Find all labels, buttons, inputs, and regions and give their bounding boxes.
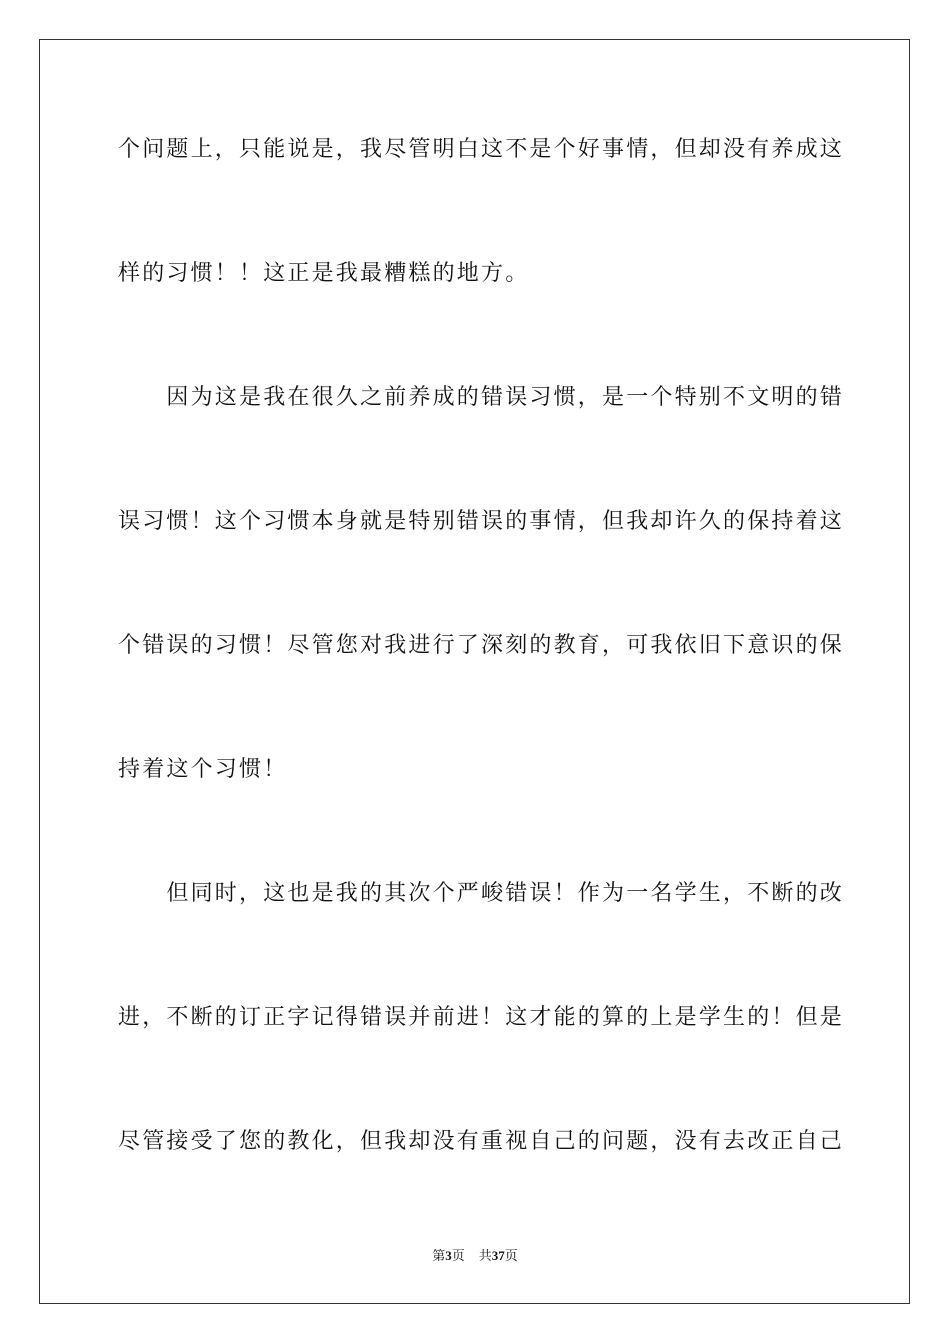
text-line-1: 个问题上，只能说是，我尽管明白这不是个好事情，但却没有养成这 — [118, 137, 845, 162]
text-line-4: 误习惯！这个习惯本身就是特别错误的事情，但我却许久的保持着这 — [118, 509, 845, 534]
text-line-3: 因为这是我在很久之前养成的错误习惯，是一个特别不文明的错 — [118, 385, 845, 410]
page-border — [39, 39, 910, 1304]
page-footer — [0, 1247, 950, 1266]
total-pages: 37 — [491, 1248, 505, 1263]
text-line-7: 但同时，这也是我的其次个严峻错误！作为一名学生，不断的改 — [118, 881, 845, 906]
total-suffix: 页 — [504, 1249, 518, 1264]
page-prefix: 第 — [432, 1249, 446, 1264]
text-line-5: 个错误的习惯！尽管您对我进行了深刻的教育，可我依旧下意识的保 — [118, 633, 845, 658]
text-line-6: 持着这个习惯！ — [118, 757, 288, 782]
page-suffix: 页 — [451, 1249, 465, 1264]
text-line-2: 样的习惯！！这正是我最糟糕的地方。 — [118, 261, 530, 286]
text-line-8: 进，不断的订正字记得错误并前进！这才能的算的上是学生的！但是 — [118, 1005, 845, 1030]
page-number: 3 — [445, 1248, 452, 1263]
total-prefix: 共 — [478, 1249, 492, 1264]
text-line-9: 尽管接受了您的教化，但我却没有重视自己的问题，没有去改正自己 — [118, 1129, 845, 1154]
